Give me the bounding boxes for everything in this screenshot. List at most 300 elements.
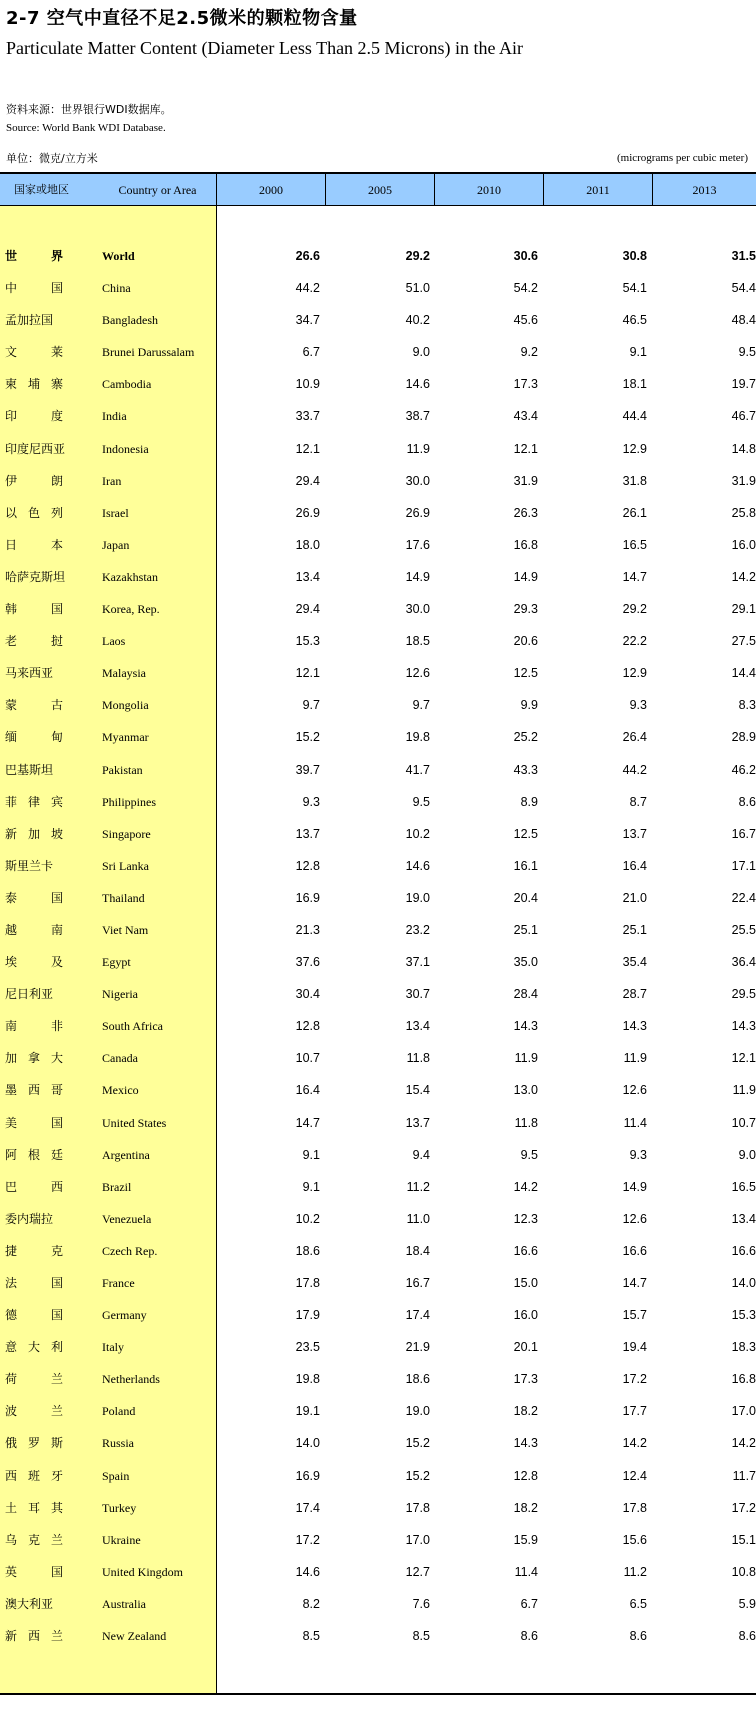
- value-cell-2010: 9.5: [520, 1147, 538, 1162]
- value-cell-2011: 11.9: [623, 1051, 647, 1066]
- table-row: [0, 882, 756, 914]
- value-cell-2005: 14.6: [405, 377, 430, 392]
- value-cell-2010: 12.1: [513, 441, 538, 456]
- value-cell-2011: 11.4: [623, 1115, 647, 1130]
- value-cell-2010: 20.6: [513, 634, 538, 649]
- value-cell-2000: 18.0: [295, 537, 320, 552]
- value-cell-2011: 31.8: [622, 473, 647, 488]
- country-name-en: Viet Nam: [102, 922, 149, 937]
- header-country-en: Country or Area: [118, 183, 197, 197]
- value-cell-2000: 12.1: [295, 441, 320, 456]
- value-cell-2013: 8.6: [738, 794, 756, 809]
- value-cell-2011: 8.7: [629, 794, 647, 809]
- value-cell-2010: 43.3: [513, 762, 538, 777]
- country-name-cn: 埃及: [5, 955, 63, 970]
- value-cell-2005: 13.7: [405, 1115, 430, 1130]
- table-row: [0, 657, 756, 689]
- value-cell-2000: 16.9: [295, 890, 320, 905]
- country-name-en: Argentina: [102, 1147, 150, 1162]
- value-cell-2000: 19.8: [295, 1372, 320, 1387]
- value-cell-2010: 11.9: [514, 1051, 538, 1066]
- value-cell-2011: 28.7: [622, 987, 647, 1002]
- country-name-cn: 印度尼西亚: [5, 441, 66, 456]
- value-cell-2011: 12.4: [622, 1468, 647, 1483]
- value-cell-2005: 18.4: [405, 1243, 430, 1258]
- value-cell-2010: 25.2: [513, 730, 538, 745]
- country-name-en: United Kingdom: [102, 1564, 183, 1579]
- country-name-cn: 蒙古: [5, 698, 63, 713]
- value-cell-2011: 14.7: [622, 1276, 647, 1290]
- value-cell-2011: 11.2: [623, 1564, 647, 1579]
- country-name-cn: 加拿大: [5, 1051, 63, 1066]
- country-name-cn: 菲律宾: [5, 794, 63, 809]
- table-row: [0, 1107, 756, 1139]
- country-name-cn: 俄罗斯: [5, 1436, 63, 1451]
- table-row: [0, 1203, 756, 1235]
- country-name-en: Cambodia: [102, 377, 152, 392]
- table-row: [0, 1524, 756, 1556]
- country-name-cn: 柬埔寨: [5, 377, 63, 392]
- unit-label-cn: 单位：微克/立方米: [6, 152, 98, 165]
- value-cell-2013: 16.8: [731, 1372, 756, 1387]
- value-cell-2013: 14.0: [731, 1276, 756, 1290]
- value-cell-2005: 15.2: [405, 1436, 430, 1451]
- value-cell-2005: 13.4: [405, 1019, 430, 1034]
- table-row: [0, 368, 756, 400]
- value-cell-2010: 30.6: [513, 249, 538, 263]
- value-cell-2011: 15.7: [622, 1308, 647, 1323]
- country-name-cn: 泰国: [5, 890, 63, 905]
- header-year-2013: 2013: [692, 183, 717, 197]
- value-cell-2005: 17.0: [405, 1532, 430, 1547]
- country-name-en: Laos: [102, 634, 126, 649]
- country-name-cn: 孟加拉国: [5, 313, 54, 328]
- value-cell-2000: 12.1: [295, 666, 320, 681]
- value-cell-2010: 12.5: [513, 826, 538, 841]
- value-cell-2005: 29.2: [405, 249, 430, 263]
- country-name-en: Italy: [102, 1340, 124, 1355]
- value-cell-2013: 9.5: [738, 345, 756, 360]
- country-name-cn: 阿根廷: [5, 1147, 63, 1162]
- value-cell-2011: 12.9: [622, 441, 647, 456]
- header-year-2010: 2010: [477, 183, 501, 197]
- value-cell-2005: 11.8: [406, 1051, 430, 1066]
- country-name-en: South Africa: [102, 1019, 163, 1034]
- value-cell-2013: 14.4: [731, 666, 756, 681]
- header-country-cn: 国家或地区: [14, 183, 69, 196]
- value-cell-2013: 22.4: [731, 890, 756, 905]
- table-row: [0, 465, 756, 497]
- country-name-en: Kazakhstan: [102, 569, 158, 584]
- value-cell-2000: 26.9: [295, 505, 320, 520]
- value-cell-2013: 29.1: [731, 602, 756, 617]
- value-cell-2010: 17.3: [513, 1372, 538, 1387]
- value-cell-2010: 14.3: [513, 1436, 538, 1451]
- value-cell-2005: 15.4: [405, 1083, 430, 1098]
- value-cell-2005: 30.0: [405, 602, 430, 617]
- country-name-cn: 韩国: [5, 602, 63, 617]
- table-row: [0, 818, 756, 850]
- value-cell-2010: 12.5: [513, 666, 538, 681]
- value-cell-2000: 21.3: [295, 922, 320, 937]
- table-row: [0, 1235, 756, 1267]
- value-cell-2005: 10.2: [405, 826, 430, 841]
- value-cell-2011: 35.4: [622, 955, 647, 970]
- country-name-cn: 荷兰: [5, 1372, 63, 1387]
- value-cell-2013: 18.3: [731, 1340, 756, 1355]
- country-name-cn: 乌克兰: [5, 1532, 63, 1547]
- value-cell-2013: 8.3: [738, 698, 756, 713]
- value-cell-2005: 9.0: [412, 345, 430, 360]
- value-cell-2013: 9.0: [738, 1147, 756, 1162]
- table-row: [0, 1588, 756, 1620]
- value-cell-2010: 29.3: [513, 602, 538, 617]
- country-name-en: Malaysia: [102, 666, 146, 681]
- value-cell-2010: 31.9: [513, 473, 538, 488]
- value-cell-2005: 9.4: [412, 1147, 430, 1162]
- value-cell-2011: 44.4: [622, 409, 647, 424]
- table-row: [0, 1427, 756, 1459]
- value-cell-2011: 18.1: [622, 377, 647, 392]
- country-name-en: Sri Lanka: [102, 858, 149, 873]
- country-name-cn: 新西兰: [5, 1629, 63, 1644]
- value-cell-2005: 18.5: [405, 634, 430, 649]
- value-cell-2010: 16.0: [513, 1308, 538, 1323]
- country-name-cn: 英国: [5, 1564, 63, 1579]
- value-cell-2011: 19.4: [622, 1340, 647, 1355]
- value-cell-2013: 17.1: [731, 858, 756, 873]
- table-row: [0, 497, 756, 529]
- table-row: [0, 593, 756, 625]
- value-cell-2010: 54.2: [513, 281, 538, 296]
- value-cell-2013: 14.3: [731, 1019, 756, 1034]
- country-name-cn: 德国: [5, 1308, 63, 1323]
- value-cell-2011: 9.3: [629, 698, 647, 713]
- value-cell-2013: 15.1: [731, 1532, 756, 1547]
- value-cell-2011: 26.4: [622, 730, 647, 745]
- value-cell-2011: 46.5: [622, 313, 647, 328]
- value-cell-2011: 8.6: [629, 1629, 647, 1644]
- value-cell-2013: 10.7: [731, 1115, 756, 1130]
- value-cell-2010: 15.0: [513, 1276, 538, 1290]
- country-name-cn: 缅甸: [5, 730, 63, 745]
- table-row: [0, 1171, 756, 1203]
- country-name-en: Venezuela: [102, 1211, 152, 1226]
- value-cell-2005: 17.4: [405, 1308, 430, 1323]
- country-name-en: India: [102, 409, 127, 424]
- value-cell-2013: 13.4: [731, 1211, 756, 1226]
- country-name-cn: 中国: [5, 281, 63, 296]
- country-name-en: Myanmar: [102, 730, 149, 745]
- value-cell-2011: 14.3: [622, 1019, 647, 1034]
- country-name-cn: 墨西哥: [5, 1083, 63, 1098]
- value-cell-2005: 9.5: [412, 794, 430, 809]
- country-name-en: Thailand: [102, 890, 145, 905]
- value-cell-2000: 6.7: [302, 345, 320, 360]
- country-name-en: Egypt: [102, 955, 131, 970]
- value-cell-2005: 7.6: [412, 1596, 430, 1611]
- value-cell-2010: 15.9: [513, 1532, 538, 1547]
- table-row: [0, 1010, 756, 1042]
- value-cell-2000: 13.7: [295, 826, 320, 841]
- value-cell-2011: 44.2: [622, 762, 647, 777]
- value-cell-2005: 21.9: [405, 1340, 430, 1355]
- value-cell-2013: 14.8: [731, 441, 756, 456]
- value-cell-2013: 46.7: [731, 409, 756, 424]
- value-cell-2011: 17.8: [622, 1500, 647, 1515]
- table-row: [0, 946, 756, 978]
- table-row: [0, 1042, 756, 1074]
- value-cell-2005: 17.8: [405, 1500, 430, 1515]
- value-cell-2010: 17.3: [513, 377, 538, 392]
- value-cell-2011: 17.7: [622, 1404, 647, 1419]
- source-note-en: Source: World Bank WDI Database.: [6, 122, 166, 134]
- value-cell-2011: 12.6: [622, 1211, 647, 1226]
- value-cell-2000: 39.7: [295, 762, 320, 777]
- value-cell-2011: 15.6: [622, 1532, 647, 1547]
- value-cell-2013: 14.2: [731, 1436, 756, 1451]
- value-cell-2005: 51.0: [405, 281, 430, 296]
- value-cell-2000: 23.5: [295, 1340, 320, 1355]
- value-cell-2010: 12.8: [513, 1468, 538, 1483]
- header-year-2000: 2000: [259, 183, 283, 197]
- value-cell-2010: 14.3: [513, 1019, 538, 1034]
- value-cell-2013: 16.5: [731, 1179, 756, 1194]
- table-row: [0, 625, 756, 657]
- value-cell-2000: 15.3: [295, 634, 320, 649]
- country-name-cn: 新加坡: [5, 826, 63, 841]
- value-cell-2000: 26.6: [295, 249, 320, 263]
- country-name-en: Mongolia: [102, 698, 149, 713]
- value-cell-2011: 17.2: [622, 1372, 647, 1387]
- value-cell-2005: 19.0: [405, 1404, 430, 1419]
- country-name-en: Japan: [102, 537, 130, 552]
- value-cell-2000: 14.7: [295, 1115, 320, 1130]
- country-name-cn: 波兰: [5, 1404, 63, 1419]
- value-cell-2000: 10.9: [295, 377, 320, 392]
- value-cell-2000: 10.2: [295, 1211, 320, 1226]
- country-name-cn: 意大利: [5, 1340, 63, 1355]
- value-cell-2013: 11.7: [732, 1468, 756, 1483]
- value-cell-2000: 16.9: [295, 1468, 320, 1483]
- country-name-cn: 斯里兰卡: [5, 858, 54, 873]
- value-cell-2013: 19.7: [731, 377, 756, 392]
- value-cell-2011: 54.1: [622, 281, 647, 296]
- value-cell-2000: 29.4: [295, 602, 320, 617]
- country-name-en: Canada: [102, 1051, 138, 1066]
- value-cell-2011: 21.0: [622, 890, 647, 905]
- country-name-en: Singapore: [102, 826, 151, 841]
- value-cell-2000: 14.0: [295, 1436, 320, 1451]
- value-cell-2000: 17.9: [295, 1308, 320, 1323]
- value-cell-2013: 14.2: [731, 569, 756, 584]
- country-name-cn: 土耳其: [5, 1500, 63, 1515]
- unit-label-en: (micrograms per cubic meter): [616, 152, 748, 164]
- value-cell-2013: 48.4: [731, 313, 756, 328]
- value-cell-2000: 34.7: [295, 313, 320, 328]
- table-title-cn: 2-7 空气中直径不足2.5微米的颗粒物含量: [6, 8, 358, 29]
- table-row: [0, 1492, 756, 1524]
- country-name-cn: 美国: [5, 1115, 63, 1130]
- country-name-cn: 世界: [5, 249, 63, 263]
- value-cell-2010: 9.9: [520, 698, 538, 713]
- value-cell-2013: 15.3: [731, 1308, 756, 1323]
- value-cell-2010: 43.4: [513, 409, 538, 424]
- value-cell-2000: 9.7: [302, 698, 320, 713]
- value-cell-2005: 15.2: [405, 1468, 430, 1483]
- country-name-en: Spain: [102, 1468, 130, 1483]
- country-name-en: New Zealand: [102, 1629, 167, 1644]
- value-cell-2013: 10.8: [731, 1564, 756, 1579]
- value-cell-2010: 28.4: [513, 987, 538, 1002]
- country-name-cn: 越南: [5, 922, 63, 937]
- value-cell-2011: 12.6: [622, 1083, 647, 1098]
- value-cell-2010: 20.4: [513, 890, 538, 905]
- country-name-en: Russia: [102, 1436, 135, 1451]
- table-row: [0, 1620, 756, 1652]
- value-cell-2013: 31.5: [731, 249, 756, 263]
- value-cell-2005: 8.5: [412, 1629, 430, 1644]
- value-cell-2000: 44.2: [295, 281, 320, 296]
- value-cell-2005: 38.7: [405, 409, 430, 424]
- value-cell-2005: 14.6: [405, 858, 430, 873]
- table-row: [0, 1331, 756, 1363]
- value-cell-2010: 14.2: [513, 1179, 538, 1194]
- table-row: [0, 1395, 756, 1427]
- country-name-cn: 马来西亚: [5, 666, 54, 681]
- value-cell-2011: 30.8: [622, 249, 647, 263]
- value-cell-2005: 23.2: [405, 922, 430, 937]
- value-cell-2013: 54.4: [731, 281, 756, 296]
- value-cell-2000: 33.7: [295, 409, 320, 424]
- value-cell-2000: 9.3: [302, 794, 320, 809]
- value-cell-2013: 17.0: [731, 1404, 756, 1419]
- country-name-cn: 文莱: [5, 345, 63, 360]
- value-cell-2010: 18.2: [513, 1404, 538, 1419]
- value-cell-2005: 11.0: [406, 1211, 430, 1226]
- country-name-en: Australia: [102, 1596, 146, 1611]
- country-name-cn: 巴西: [5, 1179, 63, 1194]
- value-cell-2010: 26.3: [513, 505, 538, 520]
- table-bottom-rule: [0, 1693, 756, 1695]
- value-cell-2010: 16.6: [513, 1243, 538, 1258]
- value-cell-2005: 19.0: [405, 890, 430, 905]
- value-cell-2005: 41.7: [405, 762, 430, 777]
- value-cell-2010: 8.6: [520, 1629, 538, 1644]
- table-header: [0, 172, 756, 206]
- country-name-en: Brunei Darussalam: [102, 345, 195, 360]
- country-name-en: Israel: [102, 505, 129, 520]
- value-cell-2000: 12.8: [295, 858, 320, 873]
- table-row: [0, 400, 756, 432]
- value-cell-2000: 17.4: [295, 1500, 320, 1515]
- header-year-2011: 2011: [586, 183, 610, 197]
- country-name-en: Turkey: [102, 1500, 137, 1515]
- country-name-en: Nigeria: [102, 987, 138, 1002]
- table-row: [0, 1074, 756, 1106]
- value-cell-2000: 17.2: [295, 1532, 320, 1547]
- country-name-en: Czech Rep.: [102, 1243, 158, 1258]
- table-row: [0, 529, 756, 561]
- value-cell-2013: 27.5: [731, 634, 756, 649]
- value-cell-2010: 16.1: [513, 858, 538, 873]
- value-cell-2000: 16.4: [295, 1083, 320, 1098]
- value-cell-2005: 12.6: [405, 666, 430, 681]
- country-name-cn: 日本: [5, 537, 63, 552]
- table-row: [0, 1299, 756, 1331]
- value-cell-2011: 14.7: [622, 569, 647, 584]
- country-name-cn: 老挝: [5, 634, 63, 649]
- country-name-en: Netherlands: [102, 1372, 160, 1387]
- table-row: [0, 433, 756, 465]
- value-cell-2000: 37.6: [295, 955, 320, 970]
- value-cell-2013: 5.9: [738, 1596, 756, 1611]
- value-cell-2005: 11.9: [406, 441, 430, 456]
- value-cell-2005: 18.6: [405, 1372, 430, 1387]
- country-name-cn: 委内瑞拉: [5, 1211, 54, 1226]
- value-cell-2010: 6.7: [520, 1596, 538, 1611]
- value-cell-2013: 25.8: [731, 505, 756, 520]
- table-title-en: Particulate Matter Content (Diameter Less Than 2.5 Microns) in the Air: [6, 38, 524, 58]
- value-cell-2005: 12.7: [405, 1564, 430, 1579]
- value-cell-2011: 12.9: [622, 666, 647, 681]
- value-cell-2005: 14.9: [405, 569, 430, 584]
- table-row: [0, 786, 756, 818]
- value-cell-2011: 16.4: [622, 858, 647, 873]
- value-cell-2000: 10.7: [295, 1051, 320, 1066]
- country-name-en: Bangladesh: [102, 313, 158, 328]
- table-row: [0, 850, 756, 882]
- value-cell-2013: 36.4: [731, 955, 756, 970]
- value-cell-2011: 16.6: [622, 1243, 647, 1258]
- country-name-en: World: [102, 249, 135, 263]
- country-name-en: Philippines: [102, 794, 157, 809]
- table-row: [0, 1460, 756, 1492]
- value-cell-2010: 25.1: [513, 922, 538, 937]
- country-name-en: France: [102, 1276, 135, 1290]
- value-cell-2000: 30.4: [295, 987, 320, 1002]
- table-row: [0, 304, 756, 336]
- header-year-2005: 2005: [368, 183, 392, 197]
- value-cell-2013: 31.9: [731, 473, 756, 488]
- value-cell-2011: 6.5: [629, 1596, 647, 1611]
- value-cell-2010: 11.4: [514, 1564, 538, 1579]
- value-cell-2010: 9.2: [520, 345, 538, 360]
- value-cell-2010: 35.0: [513, 955, 538, 970]
- country-name-en: Ukraine: [102, 1532, 141, 1547]
- value-cell-2013: 8.6: [738, 1629, 756, 1644]
- value-cell-2010: 8.9: [520, 794, 538, 809]
- country-name-en: China: [102, 281, 131, 296]
- value-cell-2005: 30.7: [405, 987, 430, 1002]
- value-cell-2013: 28.9: [731, 730, 756, 745]
- table-body: [0, 240, 756, 1652]
- table-row: [0, 240, 756, 272]
- value-cell-2013: 17.2: [731, 1500, 756, 1515]
- value-cell-2005: 16.7: [405, 1276, 430, 1290]
- country-name-en: Brazil: [102, 1179, 132, 1194]
- value-cell-2000: 29.4: [295, 473, 320, 488]
- value-cell-2013: 16.0: [731, 537, 756, 552]
- country-name-cn: 哈萨克斯坦: [5, 569, 66, 584]
- value-cell-2010: 13.0: [513, 1083, 538, 1098]
- value-cell-2011: 9.3: [629, 1147, 647, 1162]
- country-name-en: Poland: [102, 1404, 136, 1419]
- table-row: [0, 721, 756, 753]
- country-name-cn: 法国: [5, 1276, 63, 1290]
- value-cell-2010: 14.9: [513, 569, 538, 584]
- value-cell-2005: 26.9: [405, 505, 430, 520]
